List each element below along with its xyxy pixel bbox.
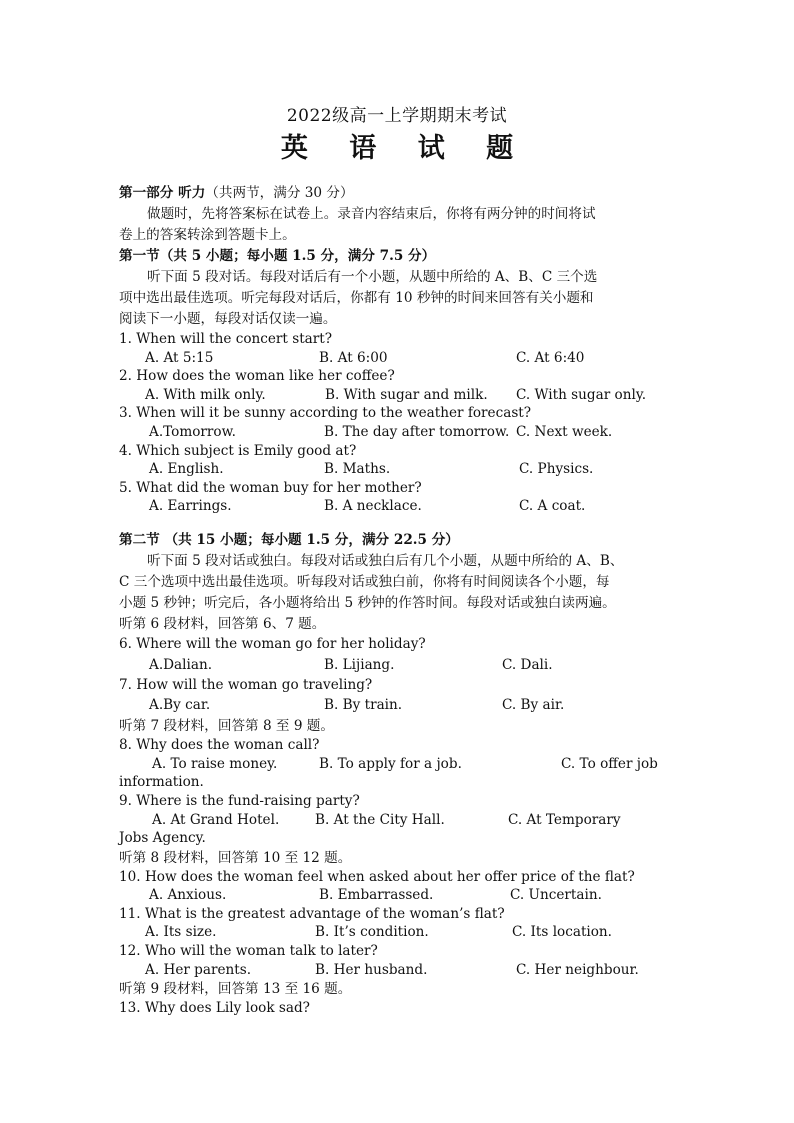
exam-content: [119, 183, 675, 1018]
options-5: [119, 497, 675, 516]
section1-instruction-line: 阅读下一小题，每段对话仅读一遍。: [119, 311, 337, 327]
question-11: 11. What is the greatest advantage of the woman’s flat?: [119, 905, 505, 922]
options-2: [119, 386, 675, 405]
question-5: 5. What did the woman buy for her mother?: [119, 479, 422, 496]
question-6: 6. Where will the woman go for her holiday?: [119, 635, 426, 652]
option-a: A. At Grand Hotel.: [152, 811, 280, 828]
section2-instruction-line: 小题 5 秒钟；听完后，各小题将给出 5 秒钟的作答时间。每段对话或独白读两遍。: [119, 594, 616, 611]
option-c: C. To offer job: [561, 755, 658, 772]
options-3: [119, 423, 675, 442]
option-b: B. It’s condition.: [315, 924, 429, 941]
options-12: [119, 961, 675, 980]
option-continuation: information.: [119, 774, 204, 791]
section2-questions: [119, 635, 675, 1018]
question-10: 10. How does the woman feel when asked about her offer price of the flat?: [119, 868, 635, 885]
options-7: [119, 694, 675, 716]
question-2: 2. How does the woman like her coffee?: [119, 368, 395, 385]
option-a: A. Her parents.: [145, 961, 252, 978]
question-3: 3. When will it be sunny according to the weather forecast?: [119, 405, 532, 422]
part1-instruction-line: 卷上的答案转涂到答题卡上。: [119, 227, 296, 243]
options-9: [119, 811, 675, 830]
exam-title: 2022级高一上学期期末考试: [286, 106, 508, 126]
option-b: B. At the City Hall.: [315, 811, 445, 828]
question-7: 7. How will the woman go traveling?: [119, 676, 373, 693]
option-c: C. At 6:40: [516, 349, 585, 366]
question-9: 9. Where is the fund-raising party?: [119, 792, 360, 809]
part1-heading: [119, 183, 675, 204]
question-8: 8. Why does the woman call?: [119, 737, 320, 754]
section1-questions: [119, 330, 675, 516]
option-c: C. Physics.: [519, 461, 594, 478]
options-10: [119, 886, 675, 905]
option-b: B. At 6:00: [319, 349, 388, 366]
option-c: C. Next week.: [516, 423, 613, 440]
option-continuation: Jobs Agency.: [119, 830, 206, 847]
option-c: C. A coat.: [519, 498, 586, 515]
part1-block: [119, 183, 675, 330]
material-heading: 听第 6 段材料，回答第 6、7 题。: [119, 615, 326, 632]
option-b: B. To apply for a job.: [319, 755, 462, 772]
part1-heading-rest: （共两节，满分 30 分）: [205, 185, 354, 201]
section2-instruction-line: 听下面 5 段对话或独白。每段对话或独白后有几个小题，从题中所给的 A、B、: [147, 552, 624, 569]
option-b: B. By train.: [324, 697, 403, 714]
part1-heading-bold: 第一部分 听力: [119, 185, 206, 201]
spacer: [119, 516, 675, 530]
options-1: [119, 349, 675, 368]
option-b: B. With sugar and milk.: [325, 386, 488, 403]
option-a: A.Tomorrow.: [149, 423, 236, 440]
options-11: [119, 923, 675, 942]
option-b: B. Embarrassed.: [319, 887, 434, 904]
question-12: 12. Who will the woman talk to later?: [119, 943, 378, 960]
option-a: A. Anxious.: [149, 887, 227, 904]
question-13: 13. Why does Lily look sad?: [119, 1000, 310, 1017]
option-c: C. Uncertain.: [510, 887, 602, 904]
option-b: B. A necklace.: [324, 498, 422, 515]
section1-heading: 第一节（共 5 小题；每小题 1.5 分，满分 7.5 分）: [119, 248, 436, 264]
options-6: [119, 654, 675, 676]
section1-instruction-line: 听下面 5 段对话。每段对话后有一个小题，从题中所给的 A、B、C 三个选: [147, 269, 598, 285]
option-c: C. Her neighbour.: [516, 961, 639, 978]
section2-block: [119, 530, 675, 635]
material-heading: 听第 9 段材料，回答第 13 至 16 题。: [119, 981, 352, 998]
option-a: A.By car.: [149, 697, 211, 714]
option-a: A. With milk only.: [145, 386, 266, 403]
section1-instruction-line: 项中选出最佳选项。听完每段对话后，你都有 10 秒钟的时间来回答有关小题和: [119, 290, 594, 306]
option-a: A. English.: [149, 461, 224, 478]
subject-title: 英 语 试 题: [280, 133, 530, 164]
question-1: 1. When will the concert start?: [119, 331, 333, 347]
option-a: A. Its size.: [145, 924, 217, 941]
option-b: B. The day after tomorrow.: [324, 423, 510, 440]
material-heading: 听第 8 段材料，回答第 10 至 12 题。: [119, 849, 352, 866]
options-8: [119, 755, 675, 774]
option-a: A. Earrings.: [149, 498, 232, 515]
option-c: C. With sugar only.: [516, 386, 647, 403]
option-c: C. At Temporary: [508, 811, 621, 828]
part1-instruction-line: 做题时，先将答案标在试卷上。录音内容结束后，你将有两分钟的时间将试: [147, 206, 596, 222]
section2-heading: 第二节 （共 15 小题；每小题 1.5 分，满分 22.5 分）: [119, 531, 459, 548]
option-b: B. Lijiang.: [324, 656, 395, 673]
material-heading: 听第 7 段材料，回答第 8 至 9 题。: [119, 718, 334, 735]
options-4: [119, 460, 675, 479]
option-a: A.Dalian.: [149, 656, 213, 673]
question-4: 4. Which subject is Emily good at?: [119, 442, 357, 459]
option-c: C. Dali.: [502, 656, 553, 673]
option-b: B. Maths.: [324, 461, 391, 478]
option-a: A. At 5:15: [145, 349, 214, 366]
option-a: A. To raise money.: [152, 755, 278, 772]
option-c: C. Its location.: [512, 924, 613, 941]
option-c: C. By air.: [502, 697, 565, 714]
option-b: B. Her husband.: [315, 961, 428, 978]
section2-instruction-line: C 三个选项中选出最佳选项。听每段对话或独白前，你将有时间阅读各个小题，每: [119, 573, 610, 590]
